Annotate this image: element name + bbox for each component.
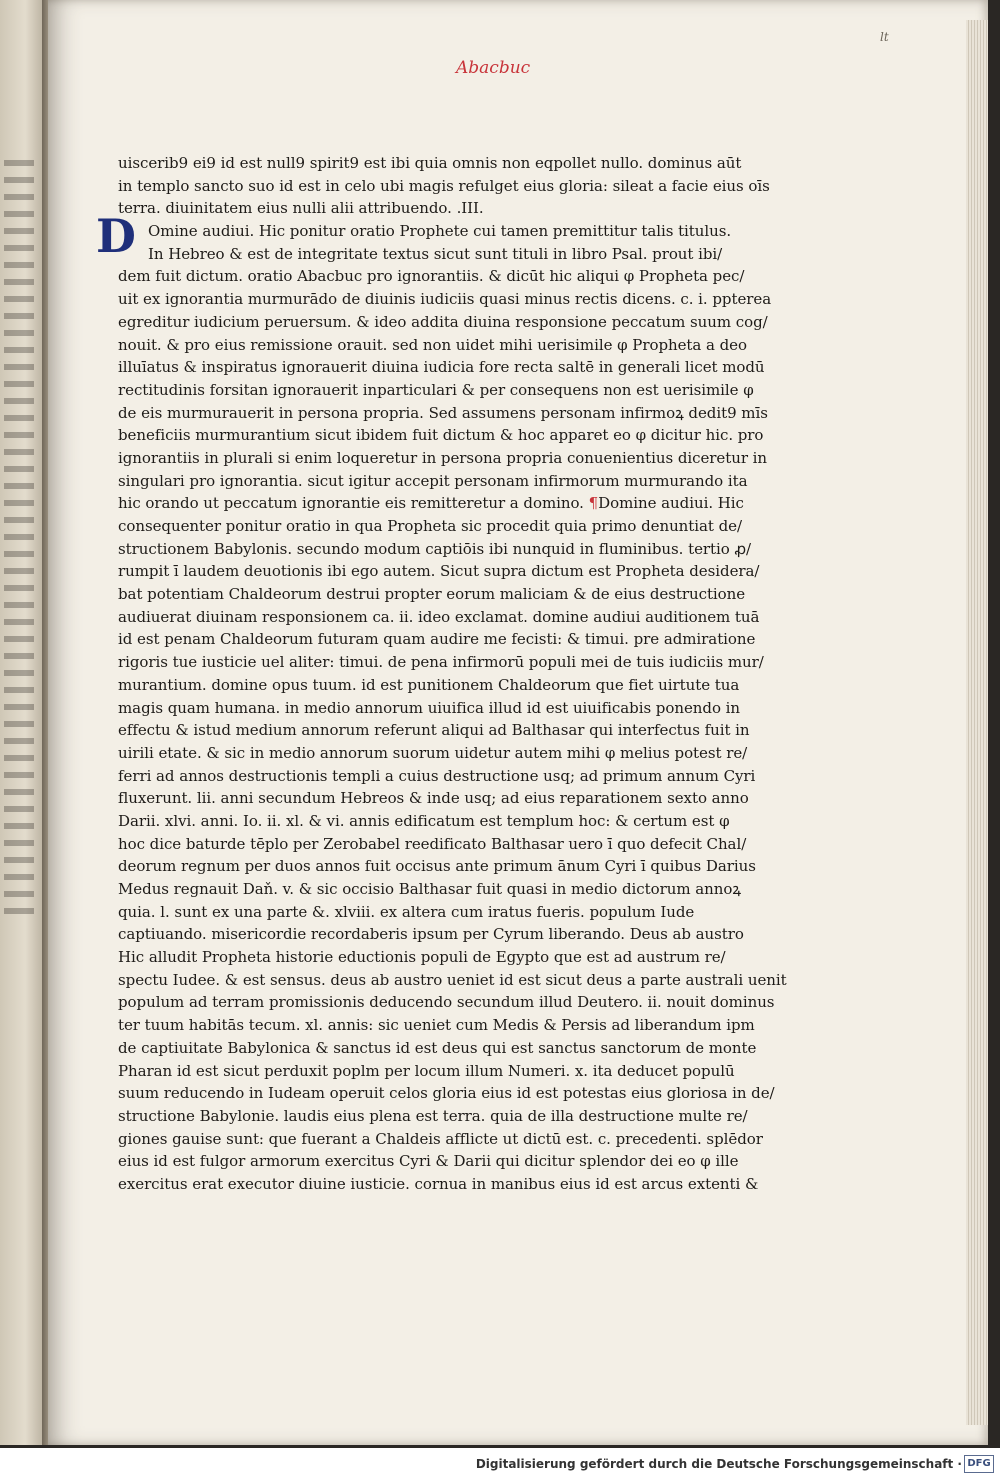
text-line: hic orando ut peccatum ignorantie eis remitteretur a domino. ¶Domine audiui. Hic (118, 494, 744, 513)
text-line: rectitudinis forsitan ignorauerit inparticulari & per consequens non est uerisimile φ (118, 380, 754, 399)
text-line: magis quam humana. in medio annorum uiuifica illud id est uiuificabis ponendo in (118, 698, 741, 717)
text-line: murantium. domine opus tuum. id est punitionem Chaldeorum que fiet uirtute tua (118, 675, 740, 694)
text-line: Omine audiui. Hic ponitur oratio Prophete cui tamen premittitur talis titulus. (148, 222, 732, 241)
text-line: bat potentiam Chaldeorum destrui propter eorum maliciam & de eius destructione (118, 585, 746, 604)
text-line: fluxerunt. lii. anni secundum Hebreos & inde usq; ad eius reparationem sexto anno (118, 789, 749, 808)
text-block (118, 152, 787, 1196)
dfg-logo: DFG (964, 1455, 994, 1473)
text-line: nouit. & pro eius remissione orauit. sed non uidet mihi uerisimile φ Propheta a deo (118, 335, 747, 354)
page-fore-edge (966, 20, 988, 1425)
manuscript-page (48, 0, 988, 1445)
text-line: effectu & istud medium annorum referunt aliqui ad Balthasar qui interfectus fuit in (118, 721, 750, 740)
decorated-initial: D (96, 209, 136, 263)
text-line: in templo sancto suo id est in celo ubi magis refulget eius gloria: sileat a facie eius oīs (118, 176, 770, 195)
text-line: de eis murmurauerit in persona propria. Sed assumens personam infirmoꝝ dedit9 mīs (118, 403, 768, 422)
text-line: structionem Babylonis. secundo modum captiōis ibi nunquid in fluminibus. tertio ꝓ/ (118, 539, 752, 558)
text-line: egreditur iudicium peruersum. & ideo addita diuina responsione peccatum suum cog/ (118, 312, 768, 331)
running-head: Abacbuc (456, 58, 531, 78)
text-line: quia. l. sunt ex una parte &. xlviii. ex altera cum iratus fueris. populum Iude (118, 902, 695, 921)
text-line: captiuando. misericordie recordaberis ipsum per Cyrum liberando. Deus ab austro (118, 925, 744, 944)
text-line: ignorantiis in plurali si enim loqueretur in persona propria conuenientius diceretur in (118, 448, 768, 467)
text-line: ferri ad annos destructionis templi a cuius destructione usq; ad primum annum Cyri (118, 766, 756, 785)
text-line: deorum regnum per duos annos fuit occisus ante primum ānum Cyri ī quibus Darius (118, 857, 756, 876)
text-line: beneficiis murmurantium sicut ibidem fuit dictum & hoc apparet eo φ dicitur hic. pro (118, 426, 764, 445)
text-line: spectu Iudee. & est sensus. deus ab austro ueniet id est sicut deus a parte australi uenit (118, 970, 787, 989)
facing-page-text (4, 160, 34, 920)
text-line: Pharan id est sicut perduxit poplm per locum illum Numeri. x. ita deducet populū (118, 1061, 735, 1080)
text-line: rumpit ī laudem deuotionis ibi ego autem. Sicut supra dictum est Propheta desidera/ (118, 562, 760, 581)
text-line: audiuerat diuinam responsionem ca. ii. ideo exclamat. domine audiui auditionem tuā (118, 607, 760, 626)
text-line: de captiuitate Babylonica & sanctus id est deus qui est sanctus sanctorum de monte (118, 1038, 757, 1057)
text-line: singulari pro ignorantia. sicut igitur accepit personam infirmorum murmurando ita (118, 471, 748, 490)
text-line: populum ad terram promissionis deducendo secundum illud Deutero. ii. nouit dominus (118, 993, 775, 1012)
text-line: In Hebreo & est de integritate textus sicut sunt tituli in libro Psal. prout ibi/ (148, 244, 723, 263)
paragraph-mark: ¶ (588, 494, 599, 513)
text-line: Hic alludit Propheta historie eductionis populi de Egypto que est ad austrum re/ (118, 948, 726, 967)
text-line: giones gauise sunt: que fuerant a Chaldeis afflicte ut dictū est. c. precedenti. splēdor (118, 1129, 763, 1148)
text-line: dem fuit dictum. oratio Abacbuc pro ignorantiis. & dicūt hic aliqui φ Propheta pec/ (118, 267, 745, 286)
text-line: Medus regnauit Daň. v. & sic occisio Balthasar fuit quasi in medio dictorum annoꝝ (118, 880, 741, 898)
text-line: illuīatus & inspiratus ignorauerit diuina iudicia fore recta saltē in generali licet modū (118, 358, 765, 377)
funding-credit: Digitalisierung gefördert durch die Deutsche Forschungsgemeinschaft · (475, 1457, 962, 1471)
text-line: structione Babylonie. laudis eius plena est terra. quia de illa destructione multe re/ (118, 1106, 748, 1125)
folio-number: lt (880, 30, 889, 44)
text-line: rigoris tue iusticie uel aliter: timui. de pena infirmorū populi mei de tuis iudiciis mur/ (118, 653, 764, 672)
text-line: uit ex ignorantia murmurādo de diuinis iudiciis quasi minus rectis dicens. c. i. ppterea (118, 290, 772, 309)
text-line: Darii. xlvi. anni. Io. ii. xl. & vi. annis edificatum est templum hoc: & certum est φ (118, 811, 730, 830)
text-line: uirili etate. & sic in medio annorum suorum uidetur autem mihi φ melius potest re/ (118, 743, 748, 762)
text-line: eius id est fulgor armorum exercitus Cyri & Darii qui dicitur splendor dei eo φ ille (118, 1152, 739, 1171)
text-line: exercitus erat executor diuine iusticie. cornua in manibus eius id est arcus extenti & (118, 1174, 759, 1193)
text-line: consequenter ponitur oratio in qua Propheta sic procedit quia primo denuntiat de/ (118, 517, 742, 535)
facing-page-edge (0, 0, 42, 1445)
text-line: id est penam Chaldeorum futuram quam audire me fecisti: & timui. pre admiratione (118, 630, 756, 649)
text-line: ter tuum habitās tecum. xl. annis: sic ueniet cum Medis & Persis ad liberandum ipm (118, 1016, 755, 1035)
text-line: uiscerib9 ei9 id est null9 spirit9 est ibi quia omnis non eqpollet nullo. dominus aūt (118, 154, 742, 172)
text-line: terra. diuinitatem eius nulli alii attribuendo. .III. (118, 199, 484, 218)
text-line: suum reducendo in Iudeam operuit celos gloria eius id est potestas eius gloriosa in de/ (118, 1084, 775, 1103)
text-line: hoc dice baturde tēplo per Zerobabel reedificato Balthasar uero ī quo defecit Chal/ (118, 834, 747, 853)
